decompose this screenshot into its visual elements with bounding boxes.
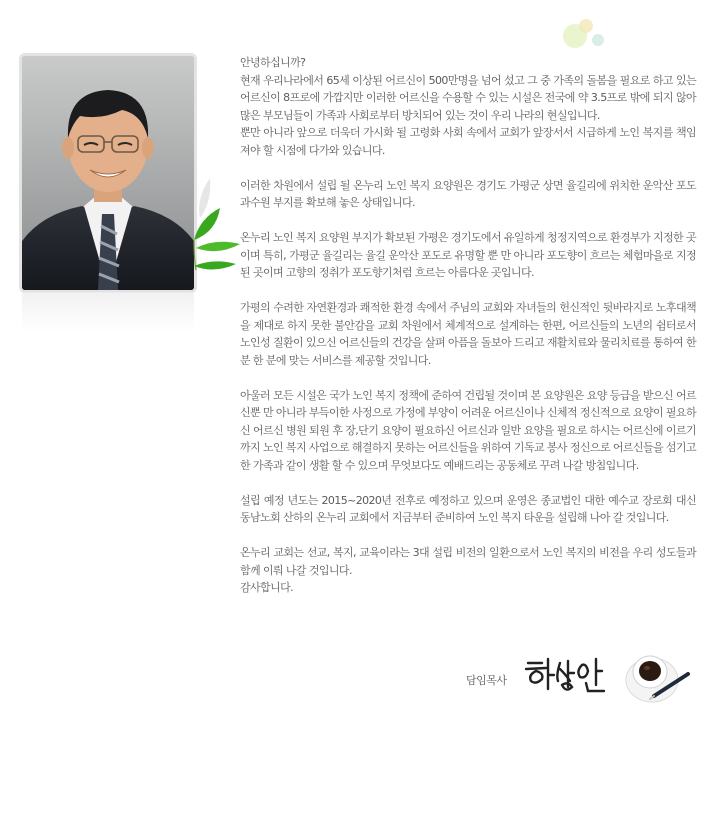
letter-line: 안녕하십니까? (240, 56, 306, 69)
letter-line: 아울러 모든 시설은 국가 노인 복지 정책에 준하여 건립될 것이며 본 요양원은 요양 등급을 받으신 어르신뿐 만 아니라 부득이한 사정으로 가정에 부양이 어려운 어르신이나 신체적 정신적으로 요양이 필요하신 어르신 병원 퇴원 후 장,단기 요양이 필요하신 어르신과 일반 요양을 필요로 하시는 어르신에 이르기까지 노인 복지 사업으로 해결하지 못하는 어르신들을 위하여 기독교 봉사 정신으로 어르신들을 섬기고 한 가족과 같이 생활 할 수 있으며 무엇보다도 예배드리는 공동체로 꾸려 나갈 방침입니다. (240, 388, 696, 472)
letter-paragraph (240, 492, 696, 527)
handwritten-signature (522, 655, 614, 695)
green-leaves-icon (190, 178, 242, 278)
pastor-portrait-photo (19, 53, 197, 293)
letter-line: 설립 예정 년도는 2015~2020년 전후로 예정하고 있으며 운영은 종교법인 대한 예수교 장로회 대신 동남노회 산하의 온누리 교회에서 지금부터 준비하여 노인 복지 타운을 설립해 나아 갈 것입니다. (240, 493, 696, 524)
letter-paragraph (240, 299, 696, 369)
greeting-letter (240, 54, 696, 597)
letter-line: 온누리 교회는 선교, 복지, 교육이라는 3대 설립 비전의 일환으로서 노인 복지의 비전을 우리 성도들과 함께 이뤄 나갈 것입니다. (240, 546, 696, 577)
letter-paragraph (240, 229, 696, 282)
letter-line: 감사합니다. (240, 581, 294, 594)
letter-paragraph (240, 54, 696, 159)
letter-line: 현재 우리나라에서 65세 이상된 어르신이 500만명을 넘어 섰고 그 중 가족의 돌봄을 필요로 하고 있는 어르신이 8프로에 가깝지만 이러한 어르신을 수용할 수 있는 시설은 전국에 약 3.5프로 밖에 되지 않아 많은 부모님들이 가족과 사회로부터 방치되어 있는 것이 우리 나라의 현실입니다. (240, 73, 696, 122)
signature-title: 담임목사 (466, 674, 507, 687)
photo-reflection (22, 292, 194, 332)
portrait-illustration (22, 56, 194, 290)
letter-paragraph (240, 177, 696, 212)
letter-line: 이러한 차원에서 설립 될 온누리 노인 복지 요양원은 경기도 가평군 상면 율길리에 위치한 운악산 포도 과수원 부지를 확보해 놓은 상태입니다. (240, 178, 696, 209)
letter-line: 가평의 수려한 자연환경과 쾌적한 환경 속에서 주님의 교회와 자녀들의 헌신적인 뒷바라지로 노후대책을 제대로 하지 못한 불안감을 교회 차원에서 체계적으로 설계하는 한편, 어르신들의 노년의 쉼터로서 노인성 질환이 있으신 어르신들의 건강을 살펴 아픔을 돌보아 드리고 재활치료와 물리치료를 통하여 한 분 한 분에 맞는 서비스를 제공할 것입니다. (240, 301, 696, 367)
coffee-cup-icon (624, 644, 692, 704)
letter-line: 온누리 노인 복지 요양원 부지가 확보된 가평은 경기도에서 유일하게 청정지역으로 환경부가 지정한 곳이며 특히, 가평군 율길리는 율길 운악산 포도로 유명할 뿐 만 아니라 포도향이 흐르는 체험마을로 지정된 곳이며 고향의 정취가 포도향기처럼 흐르는 아름다운 곳입니다. (240, 231, 696, 279)
letter-line: 뿐만 아니라 앞으로 더욱더 가시화 될 고령화 사회 속에서 교회가 앞장서서 시급하게 노인 복지를 책임져야 할 시점에 다가와 있습니다. (240, 126, 696, 157)
letter-paragraph (240, 387, 696, 475)
decorative-circles-icon (555, 14, 615, 54)
letter-paragraph (240, 544, 696, 597)
